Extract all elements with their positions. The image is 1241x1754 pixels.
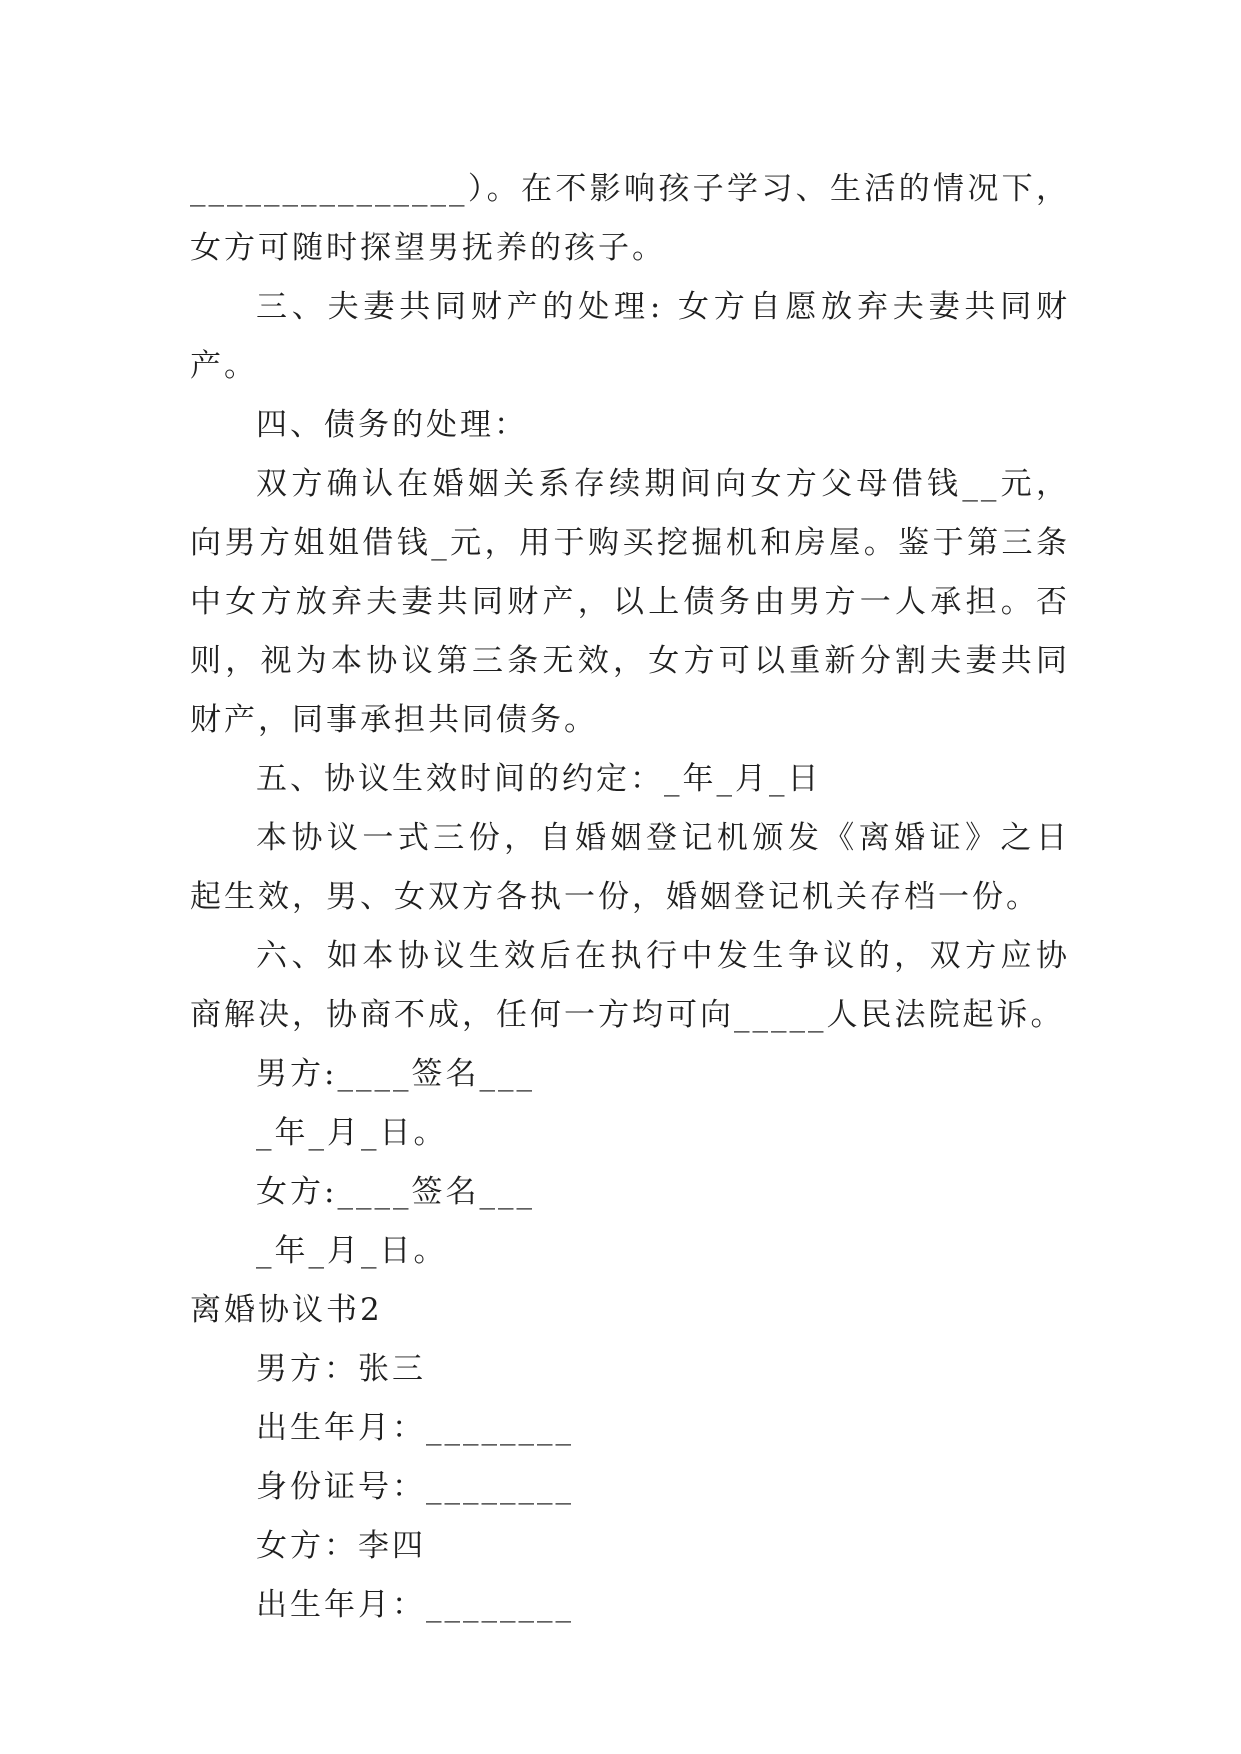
paragraph-debt-clause: 双方确认在婚姻关系存续期间向女方父母借钱__元，向男方姐姐借钱_元，用于购买挖掘机和房屋。鉴于第三条中女方放弃夫妻共同财产，以上债务由男方一人承担。否则，视为本协议第三条无效，女方可以重新分割夫妻共同财产，同事承担共同债务。 [190, 466, 1070, 738]
female-signature-line: 女方:____签名___ [256, 1174, 535, 1210]
section-title-agreement-2: 离婚协议书2 [190, 1292, 383, 1328]
male-name-line: 男方：张三 [256, 1351, 426, 1387]
paragraph-debt-heading: 四、债务的处理： [256, 407, 528, 443]
male-signature-date: _年_月_日。 [256, 1115, 448, 1151]
female-birth-line: 出生年月：________ [256, 1587, 574, 1623]
document-body [190, 160, 1070, 1635]
female-signature-date: _年_月_日。 [256, 1233, 448, 1269]
male-id-line: 身份证号：________ [256, 1469, 574, 1505]
male-birth-line: 出生年月：________ [256, 1410, 574, 1446]
female-name-line: 女方：李四 [256, 1528, 426, 1564]
paragraph-property-clause: 三、夫妻共同财产的处理: 女方自愿放弃夫妻共同财产。 [190, 289, 1070, 384]
paragraph-copies-clause: 本协议一式三份，自婚姻登记机颁发《离婚证》之日起生效，男、女双方各执一份，婚姻登记机关存档一份。 [190, 820, 1070, 915]
paragraph-visitation-clause: _______________）。在不影响孩子学习、生活的情况下，女方可随时探望男抚养的孩子。 [190, 171, 1070, 266]
paragraph-effective-date-clause: 五、协议生效时间的约定：_年_月_日 [256, 761, 822, 797]
male-signature-line: 男方:____签名___ [256, 1056, 535, 1092]
paragraph-dispute-clause: 六、如本协议生效后在执行中发生争议的，双方应协商解决，协商不成，任何一方均可向_____人民法院起诉。 [190, 938, 1070, 1033]
